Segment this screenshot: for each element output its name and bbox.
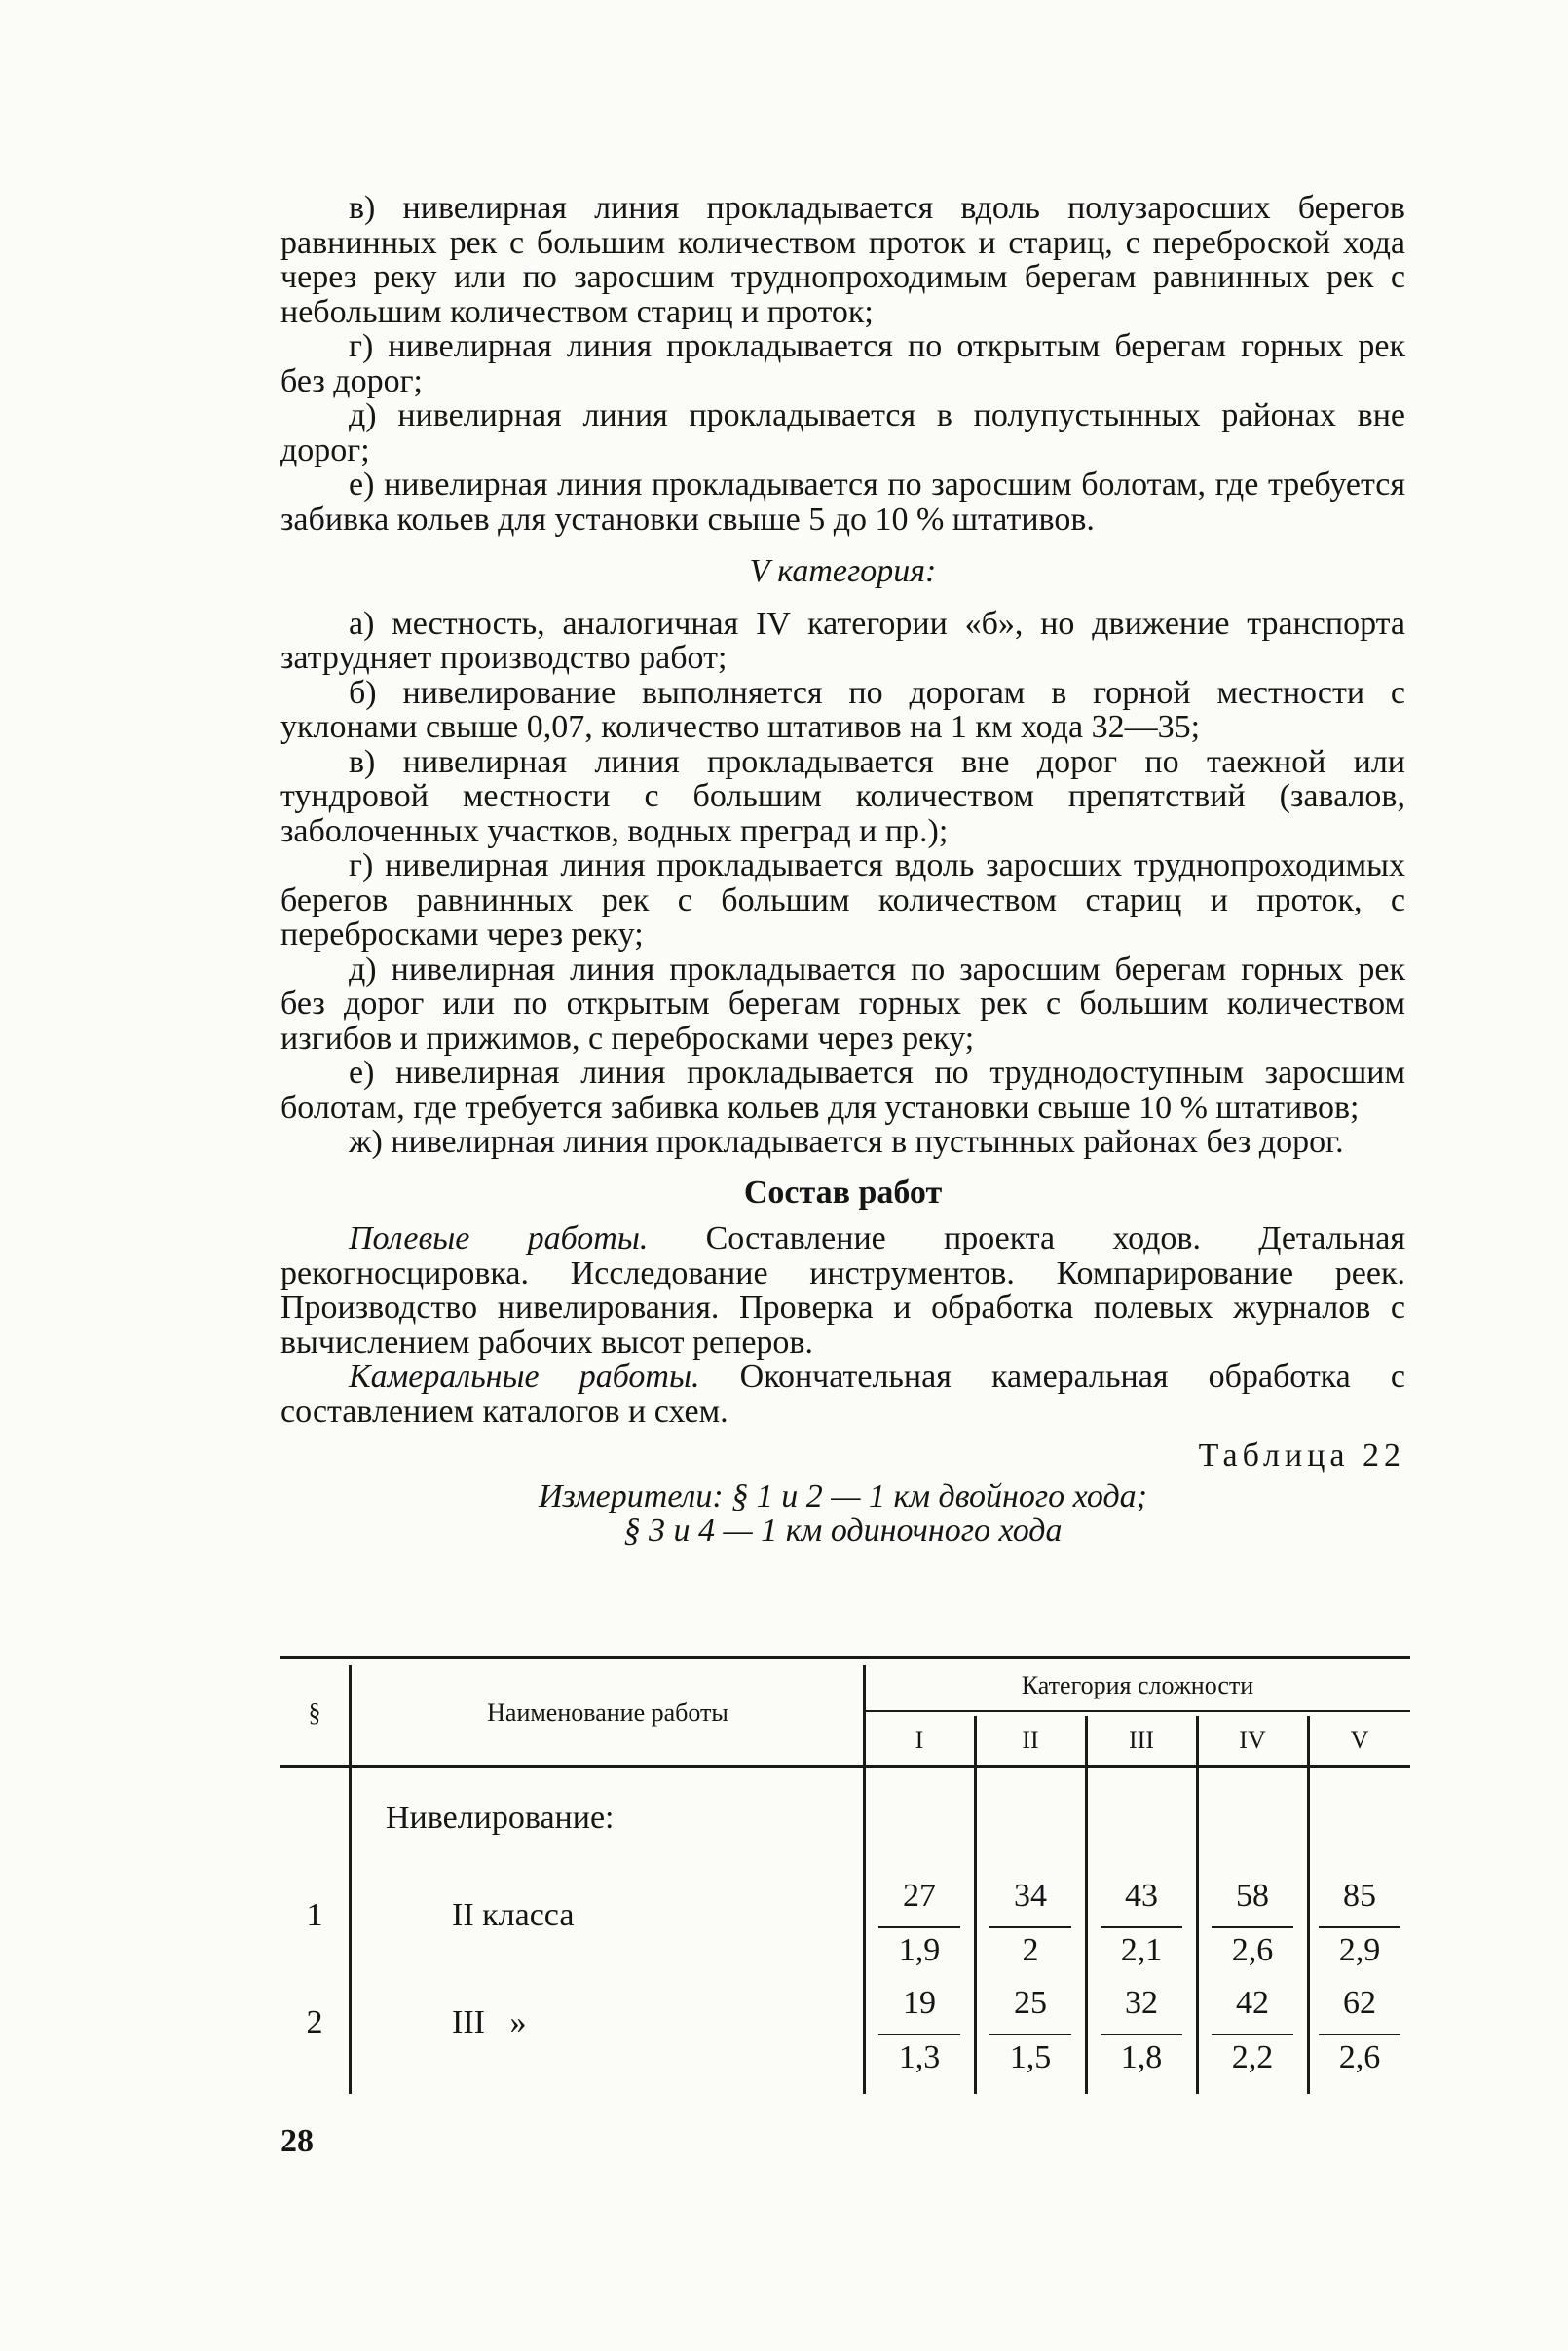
row-2-cat-3-top: 32 (1125, 1985, 1158, 2021)
row-2-cat-3-fraction-bar (1101, 2034, 1182, 2035)
cat5-paragraph-g: г) нивелирная линия прокладывается вдоль заросших труднопроходимых берегов равнинных рек с большим количеством стариц и проток, с перебросками через реку; (280, 847, 1405, 952)
row-1-cat-1-top: 27 (903, 1878, 936, 1914)
category-header-rule (863, 1710, 1410, 1712)
row-1-cat-3-fraction-bar (1101, 1926, 1182, 1928)
cat5-paragraph-b: б) нивелирование выполняется по дорогам в горной местности с уклонами свыше 0,07, количество штативов на 1 км хода 32—35; (280, 674, 1405, 745)
row-2-cat-5-bottom: 2,6 (1338, 2039, 1381, 2075)
vrule-section (349, 1665, 352, 2094)
vrule-cat3 (1196, 1716, 1199, 2094)
cat5-paragraph-a: а) местность, аналогичная IV категории «б», но движение транспорта затрудняет производство работ; (280, 605, 1405, 676)
row-1-cat-1-fraction-bar (878, 1926, 960, 1928)
row-2-cat-1-bottom: 1,3 (898, 2039, 941, 2075)
paragraph-v: в) нивелирная линия прокладывается вдоль полузаросших берегов равнинных рек с большим количеством проток и стариц, с переброской хода через реку или по заросшим труднопроходимым берегам равнинных рек с небольшим количеством стариц и проток; (280, 190, 1405, 330)
header-cat-2: II (1022, 1726, 1039, 1754)
paragraph-e: е) нивелирная линия прокладывается по заросшим болотам, где требуется забивка кольев для установки свыше 5 до 10 % штативов. (280, 466, 1405, 538)
row-2-cat-1-fraction-bar (878, 2034, 960, 2035)
cat5-paragraph-e: е) нивелирная линия прокладывается по труднодоступным заросшим болотам, где требуется забивка кольев для установки свыше 10 % штативов; (280, 1055, 1405, 1126)
field-works-label: Полевые работы. (349, 1220, 649, 1256)
row-1-number: 1 (306, 1897, 323, 1933)
row-1-name: II класса (452, 1897, 575, 1933)
main-text (280, 191, 1405, 1549)
header-section: § (308, 1698, 321, 1727)
paragraph-g: г) нивелирная линия прокладывается по открытым берегам горных рек без дорог; (280, 328, 1405, 399)
header-cat-4: IV (1239, 1726, 1266, 1754)
row-2-cat-5-top: 62 (1343, 1985, 1376, 2021)
header-category: Категория сложности (1021, 1671, 1254, 1699)
row-1-cat-4-fraction-bar (1212, 1926, 1293, 1928)
row-1-cat-4-top: 58 (1236, 1878, 1269, 1914)
row-1-cat-2-bottom: 2 (1022, 1932, 1039, 1968)
row-1-cat-1-bottom: 1,9 (898, 1932, 941, 1968)
row-2-cat-4-fraction-bar (1212, 2034, 1293, 2035)
norms-table (280, 1656, 1410, 2104)
row-2-cat-3-bottom: 1,8 (1120, 2039, 1163, 2075)
meters-line-1: Измерители: § 1 и 2 — 1 км двойного хода; (539, 1477, 1147, 1514)
office-works-label: Камеральные работы. (349, 1359, 700, 1395)
row-2-cat-5-fraction-bar (1319, 2034, 1400, 2035)
cat5-paragraph-v: в) нивелирная линия прокладывается вне дорог по таежной или тундровой местности с большим количеством препятствий (завалов, заболоченных участков, водных преград и пр.); (280, 743, 1405, 849)
office-works-text: Окончательная камеральная обработка с составлением каталогов и схем. (280, 1359, 1405, 1430)
row-1-cat-5-top: 85 (1343, 1878, 1376, 1914)
vrule-cat4 (1307, 1716, 1310, 2094)
row-2-cat-4-top: 42 (1236, 1985, 1269, 2021)
row-2-cat-2-bottom: 1,5 (1009, 2039, 1052, 2075)
row-2-name: III » (452, 2004, 527, 2040)
row-2-number: 2 (306, 2004, 323, 2040)
meters-line-2: § 3 и 4 — 1 км одиночного хода (623, 1512, 1063, 1549)
cat5-paragraph-d: д) нивелирная линия прокладывается по заросшим берегам горных рек без дорог или по открытым берегам горных рек с большим количеством изгибов и прижимов, с перебросками через реку; (280, 951, 1405, 1057)
header-bottom-rule (280, 1765, 1410, 1768)
page-number: 28 (280, 2123, 314, 2159)
office-works-paragraph (280, 1360, 1405, 1429)
cat5-paragraph-zh: ж) нивелирная линия прокладывается в пустынных районах без дорог. (349, 1124, 1344, 1160)
row-1-cat-3-bottom: 2,1 (1120, 1932, 1163, 1968)
table-label: Таблица 22 (1198, 1437, 1405, 1474)
paragraph-d: д) нивелирная линия прокладывается в полупустынных районах вне дорог; (280, 397, 1405, 468)
row-2-cat-2-fraction-bar (989, 2034, 1071, 2035)
field-works-paragraph (280, 1221, 1405, 1360)
table-top-rule (280, 1656, 1410, 1659)
row-2-cat-4-bottom: 2,2 (1231, 2039, 1274, 2075)
vrule-cat2 (1085, 1716, 1088, 2094)
row-2-cat-1-top: 19 (903, 1985, 936, 2021)
field-works-text: Составление проекта ходов. Детальная рекогносцировка. Исследование инструментов. Компарирование реек. Производство нивелирования. Проверка и обработка полевых журналов с вычислением рабочих высот реперов. (280, 1220, 1405, 1361)
row-1-cat-5-fraction-bar (1319, 1926, 1400, 1928)
works-heading: Состав работ (743, 1174, 943, 1211)
header-cat-1: I (915, 1726, 924, 1754)
row-1-cat-2-fraction-bar (989, 1926, 1071, 1928)
header-work-name: Наименование работы (487, 1698, 728, 1727)
group-title: Нивелирование: (386, 1800, 615, 1836)
header-cat-5: V (1350, 1726, 1369, 1754)
vrule-cat1 (974, 1716, 977, 2094)
row-1-cat-5-bottom: 2,9 (1338, 1932, 1381, 1968)
row-1-cat-4-bottom: 2,6 (1231, 1932, 1274, 1968)
row-2-cat-2-top: 25 (1014, 1985, 1047, 2021)
category-v-heading: V категория: (749, 553, 937, 589)
row-1-cat-2-top: 34 (1014, 1878, 1047, 1914)
header-cat-3: III (1129, 1726, 1154, 1754)
row-1-cat-3-top: 43 (1125, 1878, 1158, 1914)
